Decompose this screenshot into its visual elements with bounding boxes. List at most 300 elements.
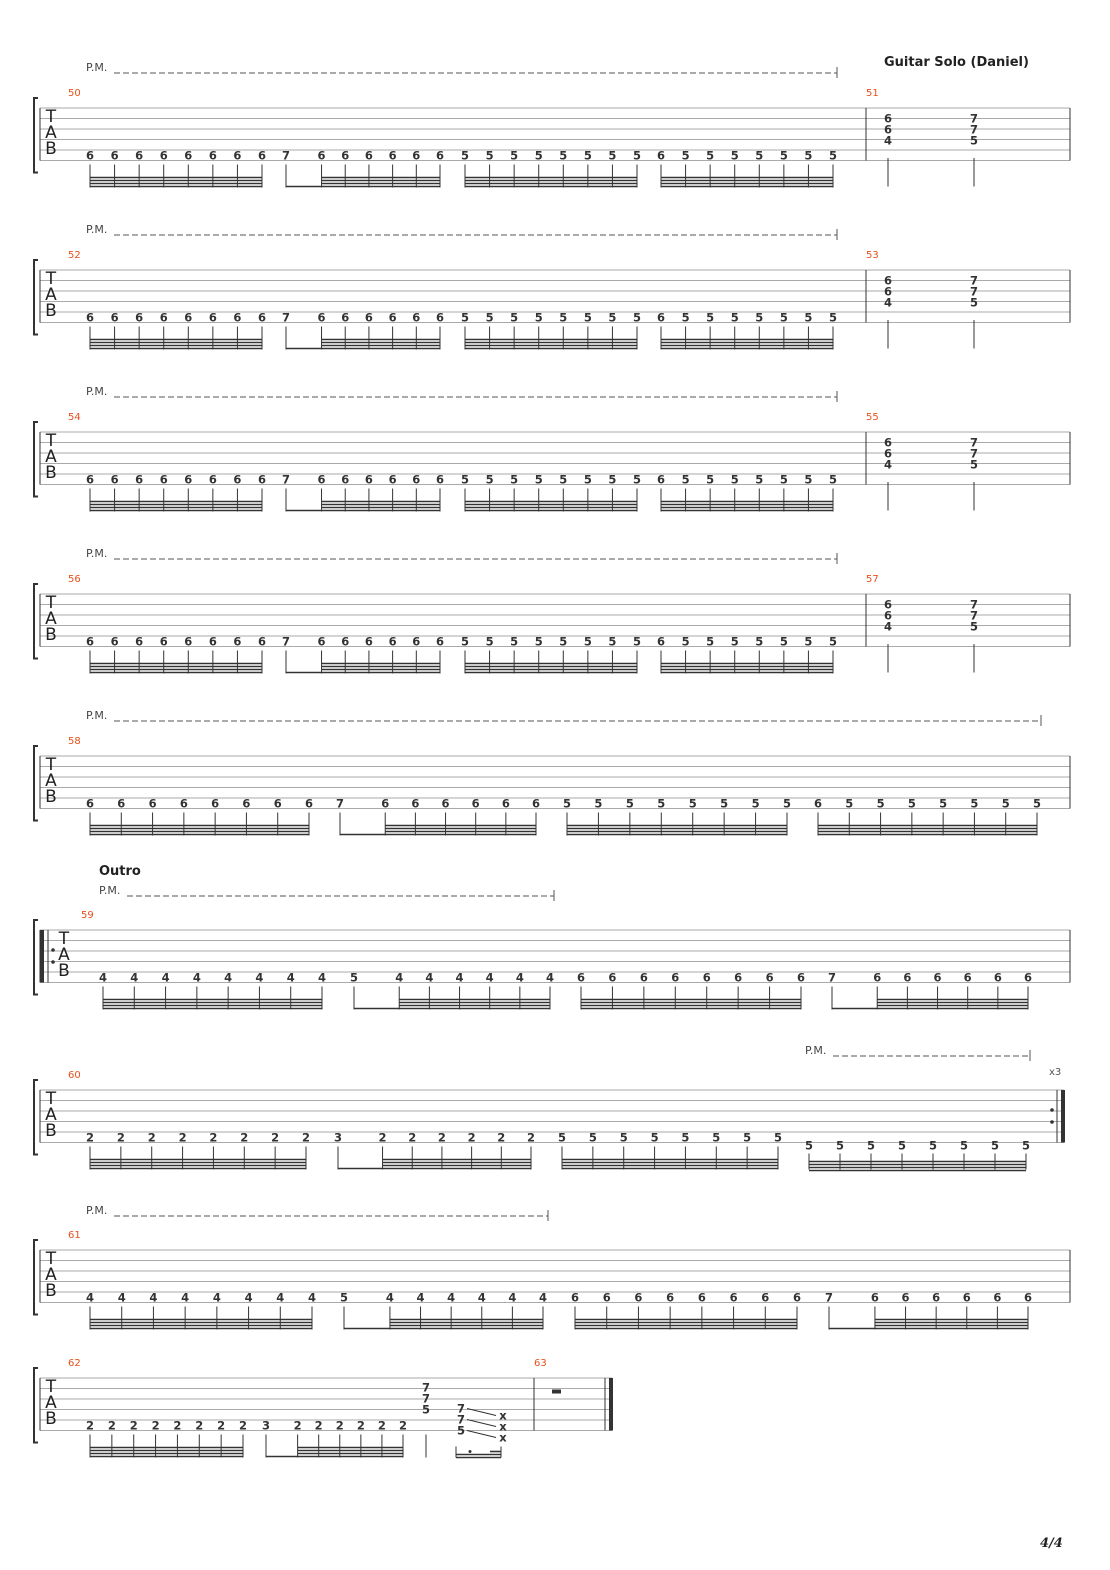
- fret-number: 7: [456, 1401, 466, 1416]
- fret-number: 5: [1021, 1138, 1031, 1153]
- fret-number: 4: [477, 1290, 486, 1305]
- fret-number: 7: [281, 634, 291, 649]
- fret-number: 4: [455, 970, 464, 985]
- fret-number: 6: [208, 472, 217, 487]
- fret-number: 6: [317, 634, 326, 649]
- measure-number: 59: [81, 910, 94, 921]
- fret-number: 4: [883, 295, 893, 310]
- palm-mute-label: P.M.: [99, 884, 121, 897]
- fret-number: 5: [755, 472, 764, 487]
- fret-number: 6: [135, 310, 144, 325]
- fret-number: 5: [608, 472, 617, 487]
- fret-number: 4: [508, 1290, 517, 1305]
- fret-number: 6: [208, 148, 217, 163]
- fret-number: 5: [625, 796, 634, 811]
- fret-number: 6: [761, 1290, 770, 1305]
- fret-number: 6: [388, 634, 397, 649]
- half-rest: [552, 1390, 561, 1394]
- tab-clef-letter: A: [45, 609, 57, 629]
- fret-number: 5: [969, 619, 979, 634]
- fret-number: 7: [969, 273, 979, 288]
- fret-number: 5: [779, 634, 788, 649]
- fret-number: 6: [765, 970, 774, 985]
- fret-number: 6: [159, 634, 168, 649]
- fret-number: 5: [632, 472, 642, 487]
- fret-number: 4: [255, 970, 264, 985]
- fret-number: 6: [208, 310, 217, 325]
- palm-mute-label: P.M.: [86, 1204, 108, 1217]
- fret-number: 5: [681, 472, 690, 487]
- fret-number: 6: [233, 148, 242, 163]
- tab-clef-letter: B: [45, 139, 57, 159]
- fret-number: 5: [681, 310, 690, 325]
- fret-number: 6: [341, 634, 350, 649]
- fret-number: 7: [827, 970, 837, 985]
- fret-number: 5: [510, 310, 519, 325]
- fret-number: 7: [969, 597, 979, 612]
- fret-number: 5: [559, 148, 568, 163]
- fret-number: 4: [85, 1290, 95, 1305]
- fret-number: 6: [364, 310, 373, 325]
- fret-number: 6: [813, 796, 823, 811]
- fret-number: 6: [304, 796, 314, 811]
- fret-number: 5: [559, 634, 568, 649]
- measure-number: 52: [68, 250, 81, 261]
- fret-number: 2: [85, 1418, 95, 1433]
- fret-number: 5: [782, 796, 792, 811]
- fret-number: 2: [173, 1418, 182, 1433]
- fret-number: 5: [534, 634, 543, 649]
- measure-number: 53: [866, 250, 879, 261]
- fret-number: 5: [897, 1138, 907, 1153]
- measure-number: 61: [68, 1230, 81, 1241]
- fret-number: 6: [570, 1290, 580, 1305]
- fret-number: 5: [743, 1130, 752, 1145]
- measure-number: 63: [534, 1358, 547, 1369]
- fret-number: 5: [970, 796, 979, 811]
- fret-number: 6: [883, 284, 893, 299]
- fret-number: 5: [510, 634, 519, 649]
- tab-clef-letter: T: [45, 1249, 57, 1269]
- fret-number: 6: [211, 796, 220, 811]
- fret-number: 5: [773, 1130, 783, 1145]
- fret-number: 6: [208, 634, 217, 649]
- tab-clef-letter: T: [45, 269, 57, 289]
- fret-number: 5: [485, 634, 494, 649]
- fret-number: 5: [583, 148, 592, 163]
- fret-number: 5: [460, 310, 470, 325]
- fret-number: 2: [408, 1130, 417, 1145]
- system-bracket: [34, 98, 38, 173]
- fret-number: 5: [730, 148, 739, 163]
- fret-number: 6: [901, 1290, 910, 1305]
- tab-clef-letter: T: [45, 431, 57, 451]
- fret-number: 6: [135, 148, 144, 163]
- fret-number: 2: [271, 1130, 280, 1145]
- fret-number: 7: [421, 1391, 431, 1406]
- repeat-dot: [1050, 1108, 1054, 1112]
- fret-number: 6: [110, 310, 119, 325]
- fret-number: 6: [608, 970, 617, 985]
- fret-number: 4: [447, 1290, 456, 1305]
- fret-number: 2: [301, 1130, 311, 1145]
- fret-number: 5: [779, 472, 788, 487]
- fret-number: 7: [969, 435, 979, 450]
- tab-clef-letter: A: [45, 285, 57, 305]
- fret-number: 6: [702, 970, 711, 985]
- measure-number: 60: [68, 1070, 81, 1081]
- fret-number: 2: [335, 1418, 344, 1433]
- fret-number: 6: [873, 970, 882, 985]
- fret-number: 5: [460, 634, 470, 649]
- fret-number: 6: [341, 148, 350, 163]
- fret-number: 6: [257, 634, 267, 649]
- fret-number: 2: [116, 1130, 125, 1145]
- fret-number: 5: [751, 796, 760, 811]
- fret-number: 7: [281, 148, 291, 163]
- fret-number: 6: [883, 111, 893, 126]
- fret-number: 6: [932, 1290, 941, 1305]
- fret-number: 6: [883, 608, 893, 623]
- fret-number: 6: [317, 148, 326, 163]
- fret-number: 2: [398, 1418, 408, 1433]
- tab-clef-letter: A: [45, 1393, 57, 1413]
- fret-number: 5: [688, 796, 697, 811]
- fret-number: 6: [85, 796, 95, 811]
- fret-number: 6: [639, 970, 648, 985]
- system-bracket: [34, 1368, 38, 1443]
- tab-clef-letter: B: [45, 463, 57, 483]
- tab-clef-letter: T: [45, 593, 57, 613]
- fret-number: 5: [730, 634, 739, 649]
- fret-number: 5: [608, 310, 617, 325]
- fret-number: 4: [883, 457, 893, 472]
- tab-clef-letter: B: [58, 961, 70, 981]
- fret-number: 6: [656, 634, 666, 649]
- fret-number: 4: [416, 1290, 425, 1305]
- fret-number: 6: [412, 472, 421, 487]
- fret-number: 6: [412, 310, 421, 325]
- fret-number: 5: [779, 148, 788, 163]
- fret-number: 6: [85, 634, 95, 649]
- fret-number: 4: [244, 1290, 253, 1305]
- palm-mute-label: P.M.: [86, 385, 108, 398]
- tab-clef-letter: A: [45, 123, 57, 143]
- fret-number: 5: [969, 295, 979, 310]
- fret-number: 4: [98, 970, 108, 985]
- fret-number: 6: [159, 472, 168, 487]
- fret-number: 5: [485, 472, 494, 487]
- fret-number: 6: [883, 122, 893, 137]
- fret-number: 6: [412, 148, 421, 163]
- measure-number: 55: [866, 412, 879, 423]
- fret-number: 4: [286, 970, 295, 985]
- page-number: 4/4: [1040, 1536, 1063, 1551]
- fret-number: 6: [364, 472, 373, 487]
- dead-note: x: [499, 1419, 507, 1434]
- fret-number: 5: [720, 796, 729, 811]
- fret-number: 7: [335, 796, 345, 811]
- fret-number: 5: [588, 1130, 597, 1145]
- fret-number: 4: [212, 1290, 221, 1305]
- repeat-dot: [1050, 1120, 1054, 1124]
- tab-clef-letter: T: [45, 755, 57, 775]
- fret-number: 6: [1023, 1290, 1033, 1305]
- measure-number: 62: [68, 1358, 81, 1369]
- fret-number: 2: [467, 1130, 476, 1145]
- fret-number: 6: [656, 310, 666, 325]
- fret-number: 2: [195, 1418, 204, 1433]
- fret-number: 5: [460, 148, 470, 163]
- fret-number: 4: [224, 970, 233, 985]
- fret-number: 5: [559, 310, 568, 325]
- fret-number: 5: [562, 796, 572, 811]
- fret-number: 3: [261, 1418, 271, 1433]
- fret-number: 6: [435, 148, 445, 163]
- fret-number: 5: [421, 1402, 431, 1417]
- fret-number: 5: [969, 457, 979, 472]
- fret-number: 5: [706, 472, 715, 487]
- fret-number: 5: [594, 796, 603, 811]
- fret-number: 5: [990, 1138, 1000, 1153]
- fret-number: 6: [501, 796, 510, 811]
- repeat-count: x3: [1049, 1067, 1062, 1078]
- slide-line: [467, 1431, 496, 1438]
- fret-number: 6: [341, 310, 350, 325]
- fret-number: 4: [395, 970, 404, 985]
- fret-number: 2: [147, 1130, 156, 1145]
- fret-number: 6: [666, 1290, 675, 1305]
- fret-number: 5: [557, 1130, 567, 1145]
- section-label: Guitar Solo (Daniel): [884, 55, 1029, 70]
- fret-number: 6: [341, 472, 350, 487]
- fret-number: 6: [179, 796, 188, 811]
- fret-number: 4: [130, 970, 139, 985]
- fret-number: 5: [706, 148, 715, 163]
- fret-number: 7: [969, 111, 979, 126]
- fret-number: 5: [804, 472, 813, 487]
- fret-number: 7: [421, 1380, 431, 1395]
- fret-number: 6: [602, 1290, 611, 1305]
- fret-number: 5: [349, 970, 359, 985]
- fret-number: 6: [117, 796, 126, 811]
- measure-number: 56: [68, 574, 81, 585]
- fret-number: 2: [178, 1130, 187, 1145]
- fret-number: 6: [159, 310, 168, 325]
- fret-number: 6: [796, 970, 806, 985]
- fret-number: 6: [388, 310, 397, 325]
- tab-clef-letter: T: [45, 1377, 57, 1397]
- repeat-dot: [51, 960, 55, 964]
- fret-number: 7: [969, 608, 979, 623]
- tab-clef-letter: B: [45, 787, 57, 807]
- repeat-dot: [51, 948, 55, 952]
- system-bracket: [34, 746, 38, 821]
- fret-number: 5: [804, 634, 813, 649]
- fret-number: 6: [110, 634, 119, 649]
- fret-number: 6: [963, 970, 972, 985]
- fret-number: 6: [364, 634, 373, 649]
- tab-clef-letter: T: [45, 107, 57, 127]
- fret-number: 6: [135, 634, 144, 649]
- fret-number: 2: [129, 1418, 138, 1433]
- fret-number: 6: [993, 970, 1002, 985]
- fret-number: 6: [903, 970, 912, 985]
- fret-number: 2: [497, 1130, 506, 1145]
- fret-number: 2: [526, 1130, 536, 1145]
- fret-number: 6: [412, 634, 421, 649]
- fret-number: 6: [734, 970, 743, 985]
- fret-number: 6: [317, 472, 326, 487]
- fret-number: 6: [85, 310, 95, 325]
- fret-number: 2: [107, 1418, 116, 1433]
- fret-number: 6: [435, 634, 445, 649]
- system-bracket: [34, 1240, 38, 1315]
- fret-number: 4: [192, 970, 201, 985]
- fret-number: 7: [969, 122, 979, 137]
- dot: [469, 1450, 472, 1453]
- fret-number: 6: [962, 1290, 971, 1305]
- tab-clef-letter: A: [58, 945, 70, 965]
- fret-number: 4: [883, 133, 893, 148]
- fret-number: 5: [828, 310, 838, 325]
- fret-number: 5: [828, 148, 838, 163]
- fret-number: 2: [85, 1130, 95, 1145]
- fret-number: 7: [281, 472, 291, 487]
- tab-clef-letter: T: [58, 929, 70, 949]
- fret-number: 2: [151, 1418, 160, 1433]
- fret-number: 6: [471, 796, 480, 811]
- fret-number: 6: [792, 1290, 802, 1305]
- fret-number: 6: [634, 1290, 643, 1305]
- fret-number: 6: [135, 472, 144, 487]
- fret-number: 5: [534, 310, 543, 325]
- fret-number: 2: [217, 1418, 226, 1433]
- fret-number: 6: [993, 1290, 1002, 1305]
- system-bracket: [34, 920, 38, 995]
- fret-number: 6: [656, 148, 666, 163]
- fret-number: 5: [632, 148, 642, 163]
- fret-number: 7: [969, 284, 979, 299]
- fret-number: 2: [437, 1130, 446, 1145]
- fret-number: 6: [435, 310, 445, 325]
- fret-number: 5: [650, 1130, 659, 1145]
- fret-number: 4: [276, 1290, 285, 1305]
- palm-mute-label: P.M.: [86, 709, 108, 722]
- fret-number: 5: [779, 310, 788, 325]
- fret-number: 5: [706, 310, 715, 325]
- slide-line: [467, 1420, 496, 1427]
- fret-number: 5: [583, 472, 592, 487]
- tab-clef-letter: B: [45, 1121, 57, 1141]
- fret-number: 5: [804, 148, 813, 163]
- fret-number: 6: [273, 796, 282, 811]
- fret-number: 6: [85, 472, 95, 487]
- system-bracket: [34, 584, 38, 659]
- tab-clef-letter: T: [45, 1089, 57, 1109]
- fret-number: 2: [209, 1130, 218, 1145]
- fret-number: 6: [531, 796, 541, 811]
- fret-number: 6: [233, 310, 242, 325]
- fret-number: 6: [656, 472, 666, 487]
- fret-number: 5: [510, 148, 519, 163]
- fret-number: 4: [883, 619, 893, 634]
- fret-number: 4: [515, 970, 524, 985]
- fret-number: 6: [729, 1290, 738, 1305]
- fret-number: 5: [706, 634, 715, 649]
- fret-number: 6: [388, 148, 397, 163]
- fret-number: 4: [538, 1290, 548, 1305]
- tab-clef-letter: B: [45, 625, 57, 645]
- fret-number: 4: [385, 1290, 394, 1305]
- fret-number: 5: [969, 133, 979, 148]
- fret-number: 5: [339, 1290, 349, 1305]
- tab-clef-letter: B: [45, 1409, 57, 1429]
- fret-number: 6: [388, 472, 397, 487]
- fret-number: 5: [583, 634, 592, 649]
- palm-mute-label: P.M.: [86, 547, 108, 560]
- dead-note: x: [499, 1408, 507, 1423]
- fret-number: 2: [356, 1418, 365, 1433]
- fret-number: 5: [866, 1138, 876, 1153]
- fret-number: 6: [364, 148, 373, 163]
- tab-clef-letter: A: [45, 447, 57, 467]
- fret-number: 5: [939, 796, 948, 811]
- tab-clef-letter: A: [45, 1265, 57, 1285]
- fret-number: 5: [485, 148, 494, 163]
- fret-number: 7: [824, 1290, 834, 1305]
- fret-number: 5: [559, 472, 568, 487]
- fret-number: 6: [110, 472, 119, 487]
- system-bracket: [34, 260, 38, 335]
- fret-number: 6: [184, 472, 193, 487]
- fret-number: 7: [969, 446, 979, 461]
- fret-number: 3: [333, 1130, 343, 1145]
- fret-number: 6: [883, 273, 893, 288]
- dead-note: x: [499, 1430, 507, 1445]
- fret-number: 6: [184, 634, 193, 649]
- fret-number: 5: [845, 796, 854, 811]
- fret-number: 6: [441, 796, 450, 811]
- fret-number: 5: [835, 1138, 845, 1153]
- fret-number: 6: [184, 310, 193, 325]
- fret-number: 6: [110, 148, 119, 163]
- measure-number: 50: [68, 88, 81, 99]
- fret-number: 2: [240, 1130, 249, 1145]
- fret-number: 7: [456, 1412, 466, 1427]
- fret-number: 4: [545, 970, 555, 985]
- system-bracket: [34, 422, 38, 497]
- fret-number: 6: [883, 435, 893, 450]
- fret-number: 6: [233, 472, 242, 487]
- tab-clef-letter: B: [45, 1281, 57, 1301]
- fret-number: 4: [307, 1290, 317, 1305]
- fret-number: 4: [317, 970, 327, 985]
- fret-number: 6: [671, 970, 680, 985]
- fret-number: 5: [681, 634, 690, 649]
- fret-number: 4: [425, 970, 434, 985]
- fret-number: 2: [377, 1418, 386, 1433]
- fret-number: 5: [681, 148, 690, 163]
- fret-number: 6: [381, 796, 390, 811]
- fret-number: 5: [876, 796, 885, 811]
- fret-number: 4: [117, 1290, 126, 1305]
- fret-number: 6: [883, 597, 893, 612]
- fret-number: 6: [257, 472, 267, 487]
- fret-number: 6: [257, 310, 267, 325]
- fret-number: 5: [681, 1130, 690, 1145]
- fret-number: 5: [907, 796, 916, 811]
